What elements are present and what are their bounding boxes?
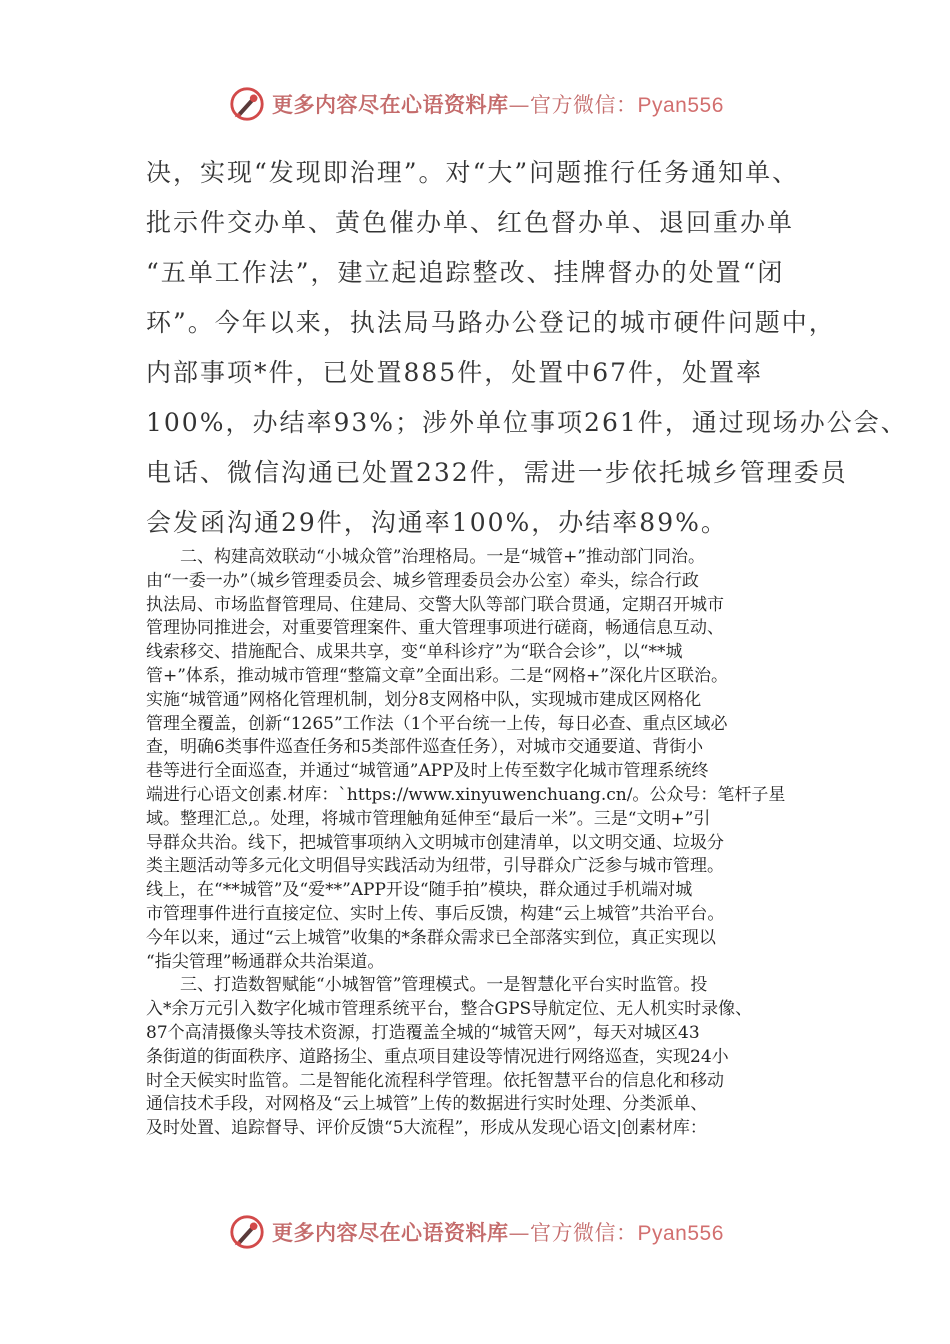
body-line: 市管理事件进行直接定位、实时上传、事后反馈，构建“云上城管”共治平台。 xyxy=(146,903,725,924)
body-line: 管理协同推进会，对重要管理案件、重大管理事项进行磋商，畅通信息互动、 xyxy=(146,618,724,639)
logo-icon xyxy=(228,1213,266,1251)
body-text xyxy=(146,546,814,1141)
body-line: 二、构建高效联动“小城众管”治理格局。一是“城管+”推动部门同治。 xyxy=(180,547,706,567)
banner-text xyxy=(272,89,724,119)
body-line: 线索移交、措施配合、成果共享，变“单科诊疗”为“联合会诊”，以“**城 xyxy=(146,642,683,663)
banner-wechat-id: Pyan556 xyxy=(637,94,724,117)
large-line: 会发函沟通29件，沟通率100%，办结率89%。 xyxy=(146,508,728,537)
body-line: 三、打造数智赋能“小城智管”管理模式。一是智慧化平台实时监管。投 xyxy=(180,975,708,996)
body-line: 域。整理汇总,。处理，将城市管理触角延伸至“最后一米”。三是“文明+”引 xyxy=(146,808,711,829)
banner-dash: — xyxy=(508,1221,530,1245)
large-line: 100%，办结率93%；涉外单位事项261件，通过现场办公会、 xyxy=(146,408,908,437)
large-line: 决，实现“发现即治理”。对“大”问题推行任务通知单、 xyxy=(146,158,800,187)
large-line: 电话、微信沟通已处置232件，需进一步依托城乡管理委员 xyxy=(146,458,848,487)
body-line: 查，明确6类事件巡查任务和5类部件巡查任务），对城市交通要道、背街小 xyxy=(146,737,704,758)
banner-wechat-id: Pyan556 xyxy=(637,1222,724,1245)
banner-text xyxy=(272,1217,724,1247)
body-line: 巷等进行全面巡查，并通过“城管通”APP及时上传至数字化城市管理系统终 xyxy=(146,761,709,782)
large-line: 批示件交办单、黄色催办单、红色督办单、退回重办单 xyxy=(146,208,795,237)
body-line: 管+”体系，推动城市管理“整篇文章”全面出彩。二是“网格+”深化片区联治。 xyxy=(146,665,728,686)
body-line: 执法局、市场监督管理局、住建局、交警大队等部门联合贯通，定期召开城市 xyxy=(146,594,724,615)
body-line: 通信技术手段，对网格及“云上城管”上传的数据进行实时处理、分类派单、 xyxy=(146,1094,708,1115)
banner-wechat-label: 官方微信： xyxy=(530,93,638,117)
logo-icon xyxy=(228,85,266,123)
body-line: 时全天候实时监管。二是智能化流程科学管理。依托智慧平台的信息化和移动 xyxy=(146,1070,724,1091)
body-line: 导群众共治。线下，把城管事项纳入文明城市创建清单，以文明交通、垃圾分 xyxy=(146,832,724,853)
body-line: 入*余万元引入数字化城市管理系统平台，整合GPS导航定位、无人机实时录像、 xyxy=(146,999,753,1020)
header-banner xyxy=(228,82,724,126)
body-line: 线上，在“**城管”及“爱**”APP开设“随手拍”模块，群众通过手机端对城 xyxy=(146,880,693,901)
banner-dash: — xyxy=(508,93,530,117)
banner-slogan: 更多内容尽在心语资料库 xyxy=(272,1220,509,1245)
footer-banner xyxy=(228,1210,724,1254)
body-line: 及时处置、追踪督导、评价反馈“5大流程”，形成从发现心语文|创素材库： xyxy=(146,1118,707,1139)
banner-slogan: 更多内容尽在心语资料库 xyxy=(272,92,509,117)
large-line: “五单工作法”，建立起追踪整改、挂牌督办的处置“闭 xyxy=(146,258,785,287)
body-line: 今年以来，通过“云上城管”收集的*条群众需求已全部落实到位，真正实现以 xyxy=(146,927,716,948)
large-paragraph xyxy=(146,148,908,548)
body-line: “指尖管理”畅通群众共治渠道。 xyxy=(146,951,385,972)
body-line: 端进行心语文创素.材库：`https://www.xinyuwenchuang.cn/。公众号：笔杆子星 xyxy=(146,784,786,805)
body-line: 实施“城管通”网格化管理机制，划分8支网格中队，实现城市建成区网格化 xyxy=(146,689,702,710)
large-line: 环”。今年以来，执法局马路办公登记的城市硬件问题中， xyxy=(146,308,836,337)
body-line: 87个高清摄像头等技术资源，打造覆盖全城的“城管天网”，每天对城区43 xyxy=(146,1022,700,1043)
banner-wechat-label: 官方微信： xyxy=(530,1221,638,1245)
body-line: 类主题活动等多元化文明倡导实践活动为纽带，引导群众广泛参与城市管理。 xyxy=(146,856,724,877)
body-line: 管理全覆盖，创新“1265”工作法（1个平台统一上传，每日必查、重点区域必 xyxy=(146,713,728,734)
body-line: 由“一委一办”（城乡管理委员会、城乡管理委员会办公室）牵头，综合行政 xyxy=(146,570,699,591)
body-line: 条街道的街面秩序、道路扬尘、重点项目建设等情况进行网络巡查，实现24小 xyxy=(146,1046,729,1067)
large-line: 内部事项*件，已处置885件，处置中67件，处置率 xyxy=(146,358,764,387)
